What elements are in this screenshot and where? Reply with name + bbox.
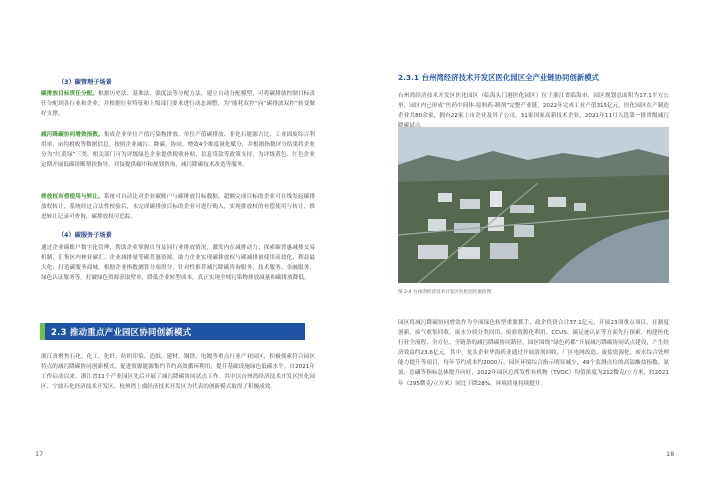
subheading-carbon-management: （3）碳管理子场景 [58, 79, 112, 86]
paragraph-text: 集成企业单位产值污染物排放、单位产值碳排放、非化石能源占比、工业固废综合利用率、亩均税收等数据信息，按照企业减污、降碳、协同、增效4个维度量化赋分，并根据指数评分结果将企业分为“红黄绿”三类。相关部门可为评级绿色企业提供税收补贴、信息贷款等政策支持，为评级黄色、红色企业定期开展低碳诊断帮扶指导，对接提供碳中和规划咨询、减污降碳技术改造等服务。 [41, 132, 315, 169]
paragraph-emission-rights [41, 192, 315, 222]
subsection-title: 2.3.1 台州湾经济技术开发区医化园区全产业链协同创新模式 [398, 73, 599, 82]
paragraph-zhejiang-parks: 浙江省聚焦石化、化工、化纤、纺织印染、造纸、建材、钢铁、电镀等重点行业产业园区，积极探索符合园区特点的减污降碳协同创新模式。促进资源能源集约节约高效循环利用，提升基础设施绿色低碳水平。自2021年工作启动以来，浙江省11个产业园区先后开展了减污降碳协同试点工作。其中以台州湾经济技术开发区医化园区、宁波石化经济技术开发区、杭州湾上虞经济技术开发区为代表的创新模式取得了积极成效。 [41, 354, 315, 391]
section-title: 2.3 推动重点产业园区协同创新模式 [51, 326, 192, 337]
highlight-target-allocation: 碳排放目标责任分配。 [41, 91, 99, 97]
subheading-carbon-service: （4）碳服务子场景 [58, 232, 112, 239]
paragraph-park-intro: 台州湾经济技术开发区医化园区（临海头门港医化园区）位于浙江省临海市，园区规划总面积为17.1平方公里，园区内已形成“医药中间体-原料药-制剂”完整产业链，2022年完成工业产值315亿元，医化园区在产制造企业共80余家，拥有22家上市企业及其子公司，31家国家高新技术企业，2021年11月入选第一批省级减污 [398, 93, 669, 120]
page-number-left: 17 [35, 450, 44, 458]
paragraph-carbon-service: 通过企业碳账户数字化管理，帮助企业掌握自身及同行业排放情况，激发内在减排动力；探索碳普惠减排交易机制，汇集区内林业碳汇、企业减排量等碳普惠资源，助力企业实现碳排放权与碳减排量使用高效化、利益最大化；打造碳服务商城，根据企业指数测算分项得分，针对性推荐减污降碳咨询服务、技术服务、金融服务、绿色认证服务等，打破绿色资源获取壁垒，降低企业转型成本，真正实现全域污染物排放减量和碳排放降低。 [41, 245, 315, 282]
aerial-photo-image [398, 127, 669, 283]
paragraph-text: 根据历史法、基准法、强度法等分配方法，建立自动分配模型，可将碳排放控制目标责任分配到各行业和企业，并根据行业特征和上级部门要求进行动态调整，为“能耗双控”向“碳排放双控”转变做好支撑。 [41, 91, 315, 118]
highlight-synergy-index: 减污降碳协同增效指数。 [41, 132, 104, 138]
photo-caption: 图 2-4 台州湾经济技术开发区医化园区航拍图 [398, 290, 492, 295]
paragraph-park-results: 园区将减污降碳协同增效作为全面绿色转型重要抓手，政企投资合计37.1亿元，开展23项重点项目，在制度创新、废气收集回收、废水分质分类回用、废盐资源化利用、CCUS、碳足迹认证等方面先行探索，构建医化行业全流程、全方位、全链条的减污降碳协同路径，园区围绕“绿色药都”开展减污降碳协同试点建设，产生经济效益约23.6亿元。其中，龙头企业华海药业通过开展溶剂回收、厂区电网改造、废盐资源化、废水综合处理能力提升等项目，每年节约成本约2000万。园区环境综合指示明显减少，49个监测点位的高锰酸盐指数、氨氮、总磷等指标总体提升向好，2022年园区总挥发性有机物（TVOC）均值浓度为212微克/立方米，较2021年（295微克/立方米）同比下降28%，环境质量持续提升。 [398, 320, 669, 387]
aerial-photo [398, 127, 669, 283]
paragraph-target-allocation [41, 89, 315, 119]
section-title-bar [40, 323, 305, 340]
highlight-emission-rights: 排放权有偿使用与转让。 [41, 194, 104, 200]
paragraph-synergy-index [41, 130, 315, 170]
paragraph-text: 系统可自动比对企业碳账户与碳排放目标数据，超额完成目标的企业可在线发起碳排放权转让，系统经过合法性校验后，未完成碳排放目标的企业可进行购入，实现排放权的有偿使用与转让，推进转让记录可查询，碳排放权可追踪。 [41, 194, 315, 221]
page-number-right: 18 [666, 450, 675, 458]
right-page [355, 0, 710, 481]
